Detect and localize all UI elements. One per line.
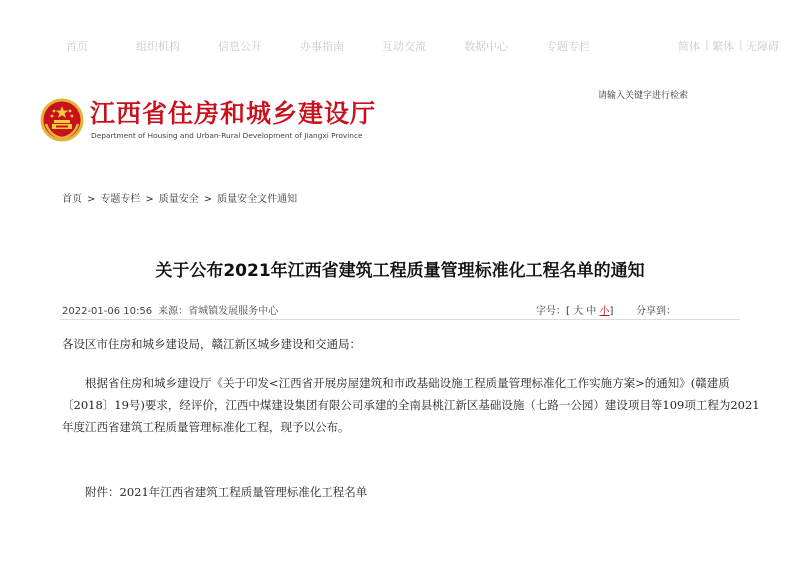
- attachment-link[interactable]: 附件：2021年江西省建筑工程质量管理标准化工程名单: [85, 485, 368, 499]
- nav-item-info-disclosure[interactable]: 信息公开: [218, 40, 262, 53]
- site-title-en: Department of Housing and Urban-Rural Development of Jiangxi Province: [91, 131, 363, 140]
- article-title: 关于公布2021年江西省建筑工程质量管理标准化工程名单的通知: [155, 261, 645, 281]
- publish-date: 2022-01-06 10:56: [62, 306, 153, 317]
- breadcrumb-quality-safety[interactable]: 质量安全: [158, 194, 199, 205]
- lang-divider: |: [739, 38, 743, 51]
- breadcrumb-separator: >: [203, 194, 213, 205]
- accessibility-link[interactable]: 无障碍: [746, 40, 779, 53]
- article-paragraph: 根据省住房和城乡建设厅《关于印发<江西省开展房屋建筑和市政基础设施工程质量管理标准化工作实施方案>的通知》(赣建质〔2018〕19号)要求，经评价，江西中煤建设集团有限公司承建的全南县桃江新区基础设施（七路一公园）建设项目等109项工程为2021年度江西省建筑工程质量管理标准化工程，现予以公布。: [62, 376, 760, 434]
- bracket-close: ]: [609, 306, 614, 317]
- lang-traditional[interactable]: 繁体: [712, 40, 734, 53]
- nav-item-interaction[interactable]: 互动交流: [382, 40, 426, 53]
- top-navigation: [0, 32, 800, 56]
- lang-divider: |: [705, 38, 709, 51]
- font-size-small-button[interactable]: 小: [599, 306, 610, 317]
- lang-simplified[interactable]: 简体: [678, 40, 700, 53]
- breadcrumb-separator: >: [145, 194, 154, 205]
- article-meta: [62, 302, 278, 317]
- breadcrumb-separator: >: [87, 194, 96, 205]
- nav-item-service-guide[interactable]: 办事指南: [300, 40, 344, 53]
- font-size-label: 字号：: [536, 306, 566, 317]
- breadcrumb-special-topics[interactable]: 专题专栏: [100, 194, 141, 205]
- font-size-medium-button[interactable]: 中: [586, 306, 597, 317]
- nav-item-organization[interactable]: 组织机构: [136, 40, 180, 53]
- article-salutation: 各设区市住房和城乡建设局，赣江新区城乡建设和交通局：: [62, 337, 361, 351]
- search-input[interactable]: 请输入关键字进行检索: [598, 91, 689, 101]
- font-size-large-button[interactable]: 大: [573, 306, 584, 317]
- nav-item-special-topics[interactable]: 专题专栏: [546, 40, 590, 53]
- share-label[interactable]: 分享到：: [636, 306, 676, 317]
- national-emblem-icon: [40, 98, 84, 142]
- meta-divider: [60, 319, 740, 320]
- site-brand[interactable]: [40, 96, 400, 148]
- site-title-cn: 江西省住房和城乡建设厅: [90, 99, 377, 128]
- article-source: 来源：省城镇发展服务中心: [158, 306, 279, 317]
- breadcrumb: [62, 190, 297, 205]
- nav-item-home[interactable]: 首页: [66, 40, 88, 53]
- breadcrumb-home[interactable]: 首页: [62, 194, 82, 205]
- nav-item-data-center[interactable]: 数据中心: [464, 40, 508, 53]
- bracket-open: [: [566, 306, 570, 317]
- breadcrumb-current[interactable]: 质量安全文件通知: [217, 194, 298, 205]
- font-size-control: [536, 302, 613, 317]
